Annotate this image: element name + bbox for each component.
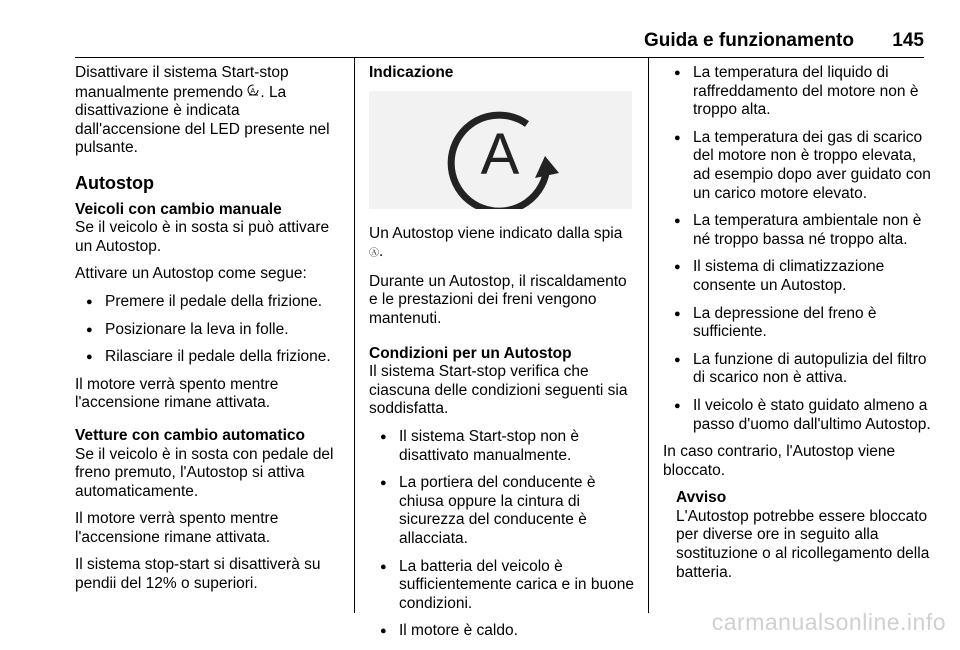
list-item: ● Rilasciare il pedale della frizione. bbox=[75, 348, 343, 367]
list-item: ● La temperatura ambientale non è né troppo bassa né troppo alta. bbox=[663, 212, 931, 249]
list-item: ● La funzione di autopulizia del filtro di scarico non è attiva. bbox=[663, 351, 931, 388]
list-item: ● Il veicolo è stato guidato almeno a passo d'uomo dall'ultimo Autostop. bbox=[663, 397, 931, 434]
column-divider bbox=[354, 58, 355, 613]
notice-text: L'Autostop potrebbe essere bloccato per diverse ore in seguito alla sostituzione o al ricollegamento della batteria. bbox=[676, 507, 930, 581]
slope-text: Il sistema stop-start si disattiverà su pendii del 12% o superiori. bbox=[75, 556, 321, 593]
list-item: ● Il sistema Start-stop non è disattivato manualmente. bbox=[369, 428, 637, 465]
indication-heading: Indicazione bbox=[369, 64, 454, 81]
manual-heading: Veicoli con cambio manuale bbox=[75, 200, 282, 218]
page-number: 145 bbox=[892, 30, 924, 51]
intro-paragraph: Disattivare il sistema Start-stop manualmente premendo A . La disattivazione è indicata dall'accensione del LED presente nel pulsante. bbox=[75, 64, 330, 157]
section-title: Guida e funzionamento bbox=[643, 30, 854, 51]
during-text: Durante un Autostop, il riscaldamento e le prestazioni dei freni vengono mantenuti. bbox=[369, 272, 627, 327]
manual-result: Il motore verrà spento mentre l'accensione rimane attivata. bbox=[75, 375, 279, 412]
notice-heading: Avviso bbox=[676, 489, 727, 507]
conditions-section bbox=[369, 345, 637, 419]
list-item: ● La temperatura del liquido di raffreddamento del motore non è troppo alta. bbox=[663, 64, 931, 120]
autostop-off-icon bbox=[247, 84, 260, 101]
manual-text: Se il veicolo è in sosta si può attivare un Autostop. bbox=[75, 219, 330, 255]
list-item: ● Posizionare la leva in folle. bbox=[75, 321, 343, 340]
column-left bbox=[75, 64, 343, 603]
list-item: ● Il motore è caldo. bbox=[369, 622, 637, 641]
svg-text:A: A bbox=[250, 87, 256, 95]
column-right bbox=[663, 64, 931, 582]
conditions-list-continued bbox=[663, 64, 931, 434]
auto-text: Se il veicolo è in sosta con pedale del freno premuto, l'Autostop si attiva automaticamente. bbox=[75, 445, 334, 500]
list-item: ● Premere il pedale della frizione. bbox=[75, 293, 343, 312]
list-item: ● La depressione del freno è sufficiente. bbox=[663, 305, 931, 342]
autostop-figure bbox=[369, 91, 632, 209]
otherwise-text: In caso contrario, l'Autostop viene bloccato. bbox=[663, 443, 896, 479]
autostop-heading: Autostop bbox=[75, 172, 154, 193]
list-item: ● La portiera del conducente è chiusa oppure la cintura di sicurezza del conducente è allacciata. bbox=[369, 474, 637, 548]
list-item: ● La batteria del veicolo è sufficientemente carica e in buone condizioni. bbox=[369, 558, 637, 614]
autostop-indicator-icon: Ⓐ bbox=[369, 248, 379, 260]
list-item: ● Il sistema di climatizzazione consente un Autostop. bbox=[663, 258, 931, 295]
notice-box bbox=[663, 489, 931, 582]
column-divider bbox=[648, 58, 649, 613]
autostop-letter: A bbox=[480, 121, 520, 187]
activate-text: Attivare un Autostop come segue: bbox=[75, 265, 307, 283]
list-item: ● La temperatura dei gas di scarico del motore non è troppo elevata, ad esempio dopo aver guidato con un carico motore elevato. bbox=[663, 129, 931, 203]
indicator-paragraph: Un Autostop viene indicato dalla spia Ⓐ. bbox=[369, 224, 623, 261]
auto-heading: Vetture con cambio automatico bbox=[75, 426, 305, 444]
autostop-a-icon bbox=[369, 91, 632, 209]
watermark: carmanualsonline.info bbox=[711, 609, 946, 635]
manual-steps-list bbox=[75, 293, 343, 367]
conditions-text: Il sistema Start-stop verifica che ciascuna delle condizioni seguenti sia soddisfatta. bbox=[369, 363, 628, 418]
column-middle bbox=[369, 64, 637, 650]
manual-section bbox=[75, 201, 343, 257]
conditions-list bbox=[369, 428, 637, 641]
header-rule bbox=[75, 57, 924, 58]
conditions-heading: Condizioni per un Autostop bbox=[369, 344, 572, 362]
auto-result: Il motore verrà spento mentre l'accensione rimane attivata. bbox=[75, 510, 279, 546]
auto-section bbox=[75, 427, 343, 501]
